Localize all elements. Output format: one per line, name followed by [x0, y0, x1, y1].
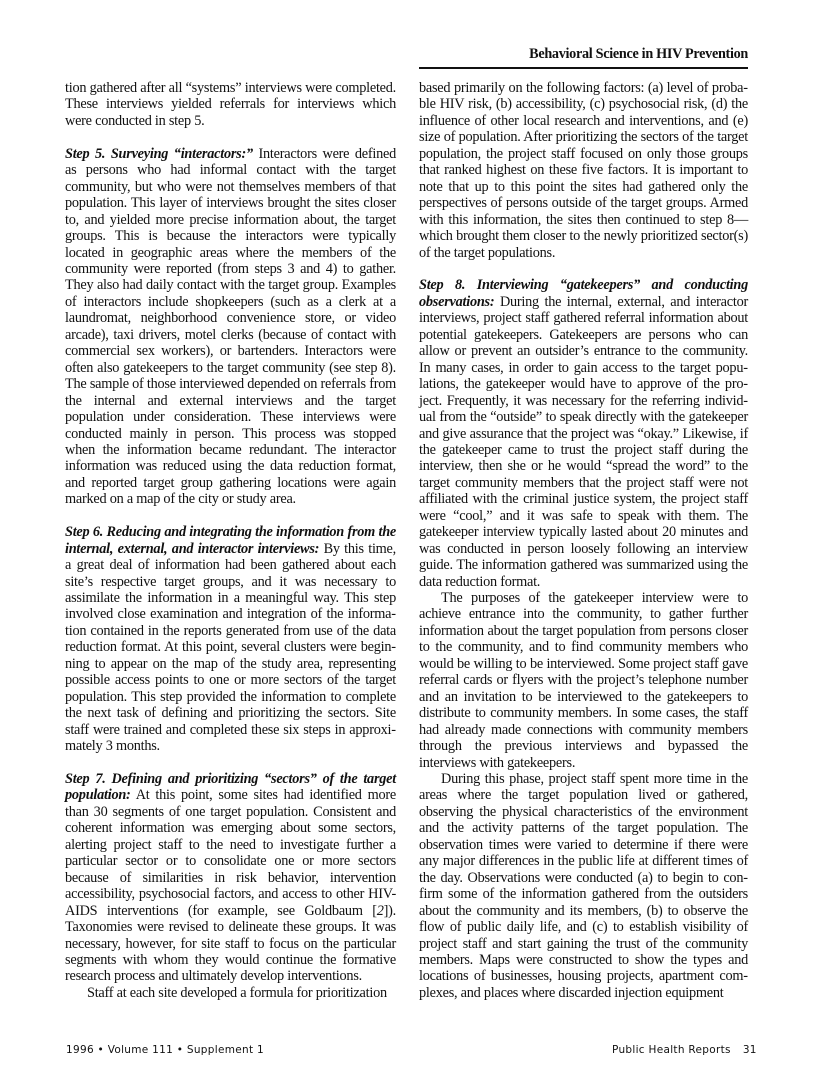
footer-issue: 1996 • Volume 111 • Supplement 1 [66, 1044, 264, 1056]
step-5-heading: Step 5. Surveying “interactors:” [65, 145, 253, 162]
citation-reference: 2 [376, 902, 384, 919]
footer-journal-name: Public Health Reports [612, 1044, 731, 1056]
prioritization-paragraph: Staff at each site developed a formula for prioritization [87, 984, 387, 1001]
step-6-paragraph [65, 524, 396, 754]
footer-journal [612, 1044, 757, 1056]
observation-phase-paragraph: During this phase, project staff spent more time in the areas where the target population lived or gathered, observing the physical characteristics of the environment and the activity patterns of the target population. The observation times were varied to determine if there were any major differences in the public life at different times of the day. Observations were conducted (a) to begin to confirm some of the information gathered from the outsiders about the community and its members, (b) to observe the flow of public daily life, and (c) to establish visibility of project staff and start gaining the trust of the community members. Maps were constructed to show the types and locations of businesses, housing projects, apartment complexes, and places where discarded injection equipment [419, 771, 748, 1001]
page-number: 31 [742, 1044, 757, 1056]
step-8-paragraph [419, 277, 748, 590]
step-8-body: During the internal, external, and interactor interviews, project staff gathered referral information about potential gatekeepers. Gatekeepers are persons who can allow or prevent an outsider’s entrance to the community. In many cases, in order to gain access to the target populations, the gatekeeper would have to approve of the project. Frequently, it was necessary for the referring individual from the “outside” to speak directly with the gatekeeper and give assurance that the project was “okay.” Likewise, if the gatekeeper came to trust the project staff during the interview, then she or he would “spread the word” to the target community members that the project staff were not affiliated with the criminal justice system, the project staff were “cool,” and it was safe to speak with them. The gatekeeper interview typically lasted about 20 minutes and was conducted in person loosely following an interview guide. The information gathered was summarized using the data reduction format. [419, 293, 748, 590]
prioritization-factors-paragraph: based primarily on the following factors: (a) level of probable HIV risk, (b) accessibility, (c) psychosocial risk, (d) the influence of other local research and interventions, and (e) size of population. After prioritizing the sectors of the target population, the project staff focused on only those groups that ranked highest on these five factors. It is important to note that up to this point the sites had gathered only the perspectives of persons outside of the target groups. Armed with this information, the sites then continued to step 8—which brought them closer to the newly prioritized sector(s) of the target populations. [419, 80, 748, 261]
header-rule [419, 67, 748, 69]
step-7-paragraph [65, 771, 396, 985]
step-8-heading: Step 8. Interviewing “gatekeepers” and conducting observations: [419, 277, 748, 310]
running-head-title: Behavioral Science in HIV Prevention [529, 46, 748, 62]
right-column [419, 80, 748, 1001]
step-5-body: Interactors were defined as persons who had informal contact with the target community, but who were not themselves members of that population. This layer of interviews brought the sites closer to, and yielded more precise information about, the target groups. This is because the interactors were typically located in geographic areas where the members of the community were reported (from steps 3 and 4) to gather. They also had daily contact with the target group. Examples of interactors include shopkeepers (such as a clerk at a laundromat, neighborhood convenience store, or video arcade), taxi drivers, motel clerks (because of contact with commercial sex workers), or bartenders. Interactors were often also gatekeepers to the target community (see step 8). The sample of those interviewed depended on referrals from the internal and external interviews and the target population under consideration. These interviews were conducted mainly in person. This process was stopped when the information became redundant. The interactor information was reduced using the data reduction format, and reported target group gathering locations were again marked on a map of the city or study area. [65, 145, 397, 508]
step-7-heading: Step 7. Defining and prioritizing “sectors” of the target population: [65, 770, 396, 804]
paragraph-continuation: tion gathered after all “systems” interviews were completed. These interviews yielded referrals for interviews which were conducted in step 5. [65, 80, 396, 129]
step-7-body: At this point, some sites had identified more than 30 segments of one target population. Consistent and coherent information was emerging about some sectors, alerting project staff to the need to investigate further a particular sector or to consolidate one or more sectors because of similarities in risk behavior, intervention accessibility, psychosocial factors, and access to other HIV-AIDS interventions (for example, see Goldbaum [ [65, 787, 396, 919]
step-6-body: By this time, a great deal of information had been gathered about each site’s respective target groups, and it was necessary to assimilate the information in a meaningful way. This step involved close examination and integration of the information contained in the reports generated from use of the data reduction format. At this point, several clusters were beginning to appear on the map of the study area, representing possible access points to one or more sectors of the target population. This step provided the information to complete the next task of defining and prioritizing the sectors. Site staff were trained and completed these six steps in approximately 3 months. [65, 540, 396, 755]
left-column [65, 80, 396, 1001]
step-5-paragraph [65, 146, 396, 508]
step-6-heading: Step 6. Reducing and integrating the information from the internal, external, and interactor interviews: [65, 524, 396, 557]
gatekeeper-purposes-paragraph: The purposes of the gatekeeper interview were to achieve entrance into the community, to gather further information about the target population from persons closer to the community, and to find community members who would be willing to be interviewed. Some project staff gave referral cards or flyers with the project’s telephone number and an invitation to be interviewed to the gatekeepers to distribute to community members. In some cases, the staff had already made connections with community members through the previous interviews and bypassed the interviews with gatekeepers. [419, 590, 748, 771]
step-7-body-cont: ]). Taxonomies were revised to delineate these groups. It was necessary, however, for site staff to focus on the particular segments with whom they would continue the formative research process and ultimately develop interventions. [65, 902, 396, 985]
